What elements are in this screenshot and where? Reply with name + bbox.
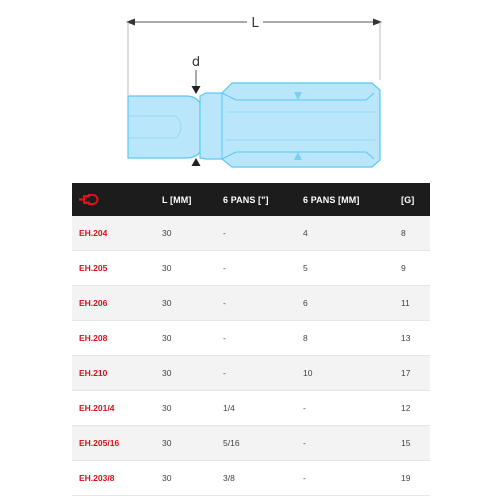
hex-inch-cell: - [216, 286, 296, 321]
hex-mm-cell: 8 [296, 321, 394, 356]
table-row [72, 251, 430, 286]
weight-cell: 13 [394, 321, 430, 356]
facom-logo-icon [79, 194, 99, 205]
table-row [72, 426, 430, 461]
length-cell: 30 [155, 286, 216, 321]
hex-inch-cell: - [216, 216, 296, 251]
length-cell: 30 [155, 251, 216, 286]
table-header-row [72, 183, 430, 216]
hex-inch-cell: 5/16 [216, 426, 296, 461]
reference-cell[interactable]: EH.203/8 [72, 461, 155, 496]
length-cell: 30 [155, 321, 216, 356]
length-label: L [251, 16, 259, 31]
hex-inch-cell: - [216, 321, 296, 356]
hex-inch-cell: 3/8 [216, 461, 296, 496]
length-cell: 30 [155, 461, 216, 496]
table-row [72, 356, 430, 391]
weight-cell: 17 [394, 356, 430, 391]
length-cell: 30 [155, 426, 216, 461]
hex-inch-cell: 1/4 [216, 391, 296, 426]
weight-cell: 11 [394, 286, 430, 321]
specs-table [72, 183, 430, 496]
hex-mm-cell: - [296, 426, 394, 461]
reference-cell[interactable]: EH.205/16 [72, 426, 155, 461]
hex-inch-cell: - [216, 356, 296, 391]
reference-cell[interactable]: EH.204 [72, 216, 155, 251]
reference-cell[interactable]: EH.208 [72, 321, 155, 356]
length-cell: 30 [155, 356, 216, 391]
hex-inch-cell: - [216, 251, 296, 286]
weight-cell: 19 [394, 461, 430, 496]
table-row [72, 286, 430, 321]
reference-cell[interactable]: EH.206 [72, 286, 155, 321]
table-row [72, 216, 430, 251]
table-row [72, 321, 430, 356]
bit-dimension-drawing [0, 0, 500, 180]
weight-cell: 12 [394, 391, 430, 426]
reference-cell[interactable]: EH.205 [72, 251, 155, 286]
table-row [72, 461, 430, 496]
weight-cell: 8 [394, 216, 430, 251]
diameter-label: d [191, 55, 201, 70]
header-brand [72, 183, 155, 216]
hex-mm-cell: - [296, 391, 394, 426]
header-length: L [MM] [162, 194, 192, 205]
reference-cell[interactable]: EH.201/4 [72, 391, 155, 426]
hex-mm-cell: 10 [296, 356, 394, 391]
hex-mm-cell: 4 [296, 216, 394, 251]
header-weight: [G] [401, 194, 415, 205]
length-cell: 30 [155, 216, 216, 251]
hex-bit-icon [128, 83, 380, 167]
hex-mm-cell: 5 [296, 251, 394, 286]
weight-cell: 15 [394, 426, 430, 461]
table-row [72, 391, 430, 426]
hex-mm-cell: 6 [296, 286, 394, 321]
weight-cell: 9 [394, 251, 430, 286]
header-hex-inch: 6 PANS ["] [223, 194, 269, 205]
reference-cell[interactable]: EH.210 [72, 356, 155, 391]
header-hex-mm: 6 PANS [MM] [303, 194, 360, 205]
length-cell: 30 [155, 391, 216, 426]
hex-mm-cell: - [296, 461, 394, 496]
